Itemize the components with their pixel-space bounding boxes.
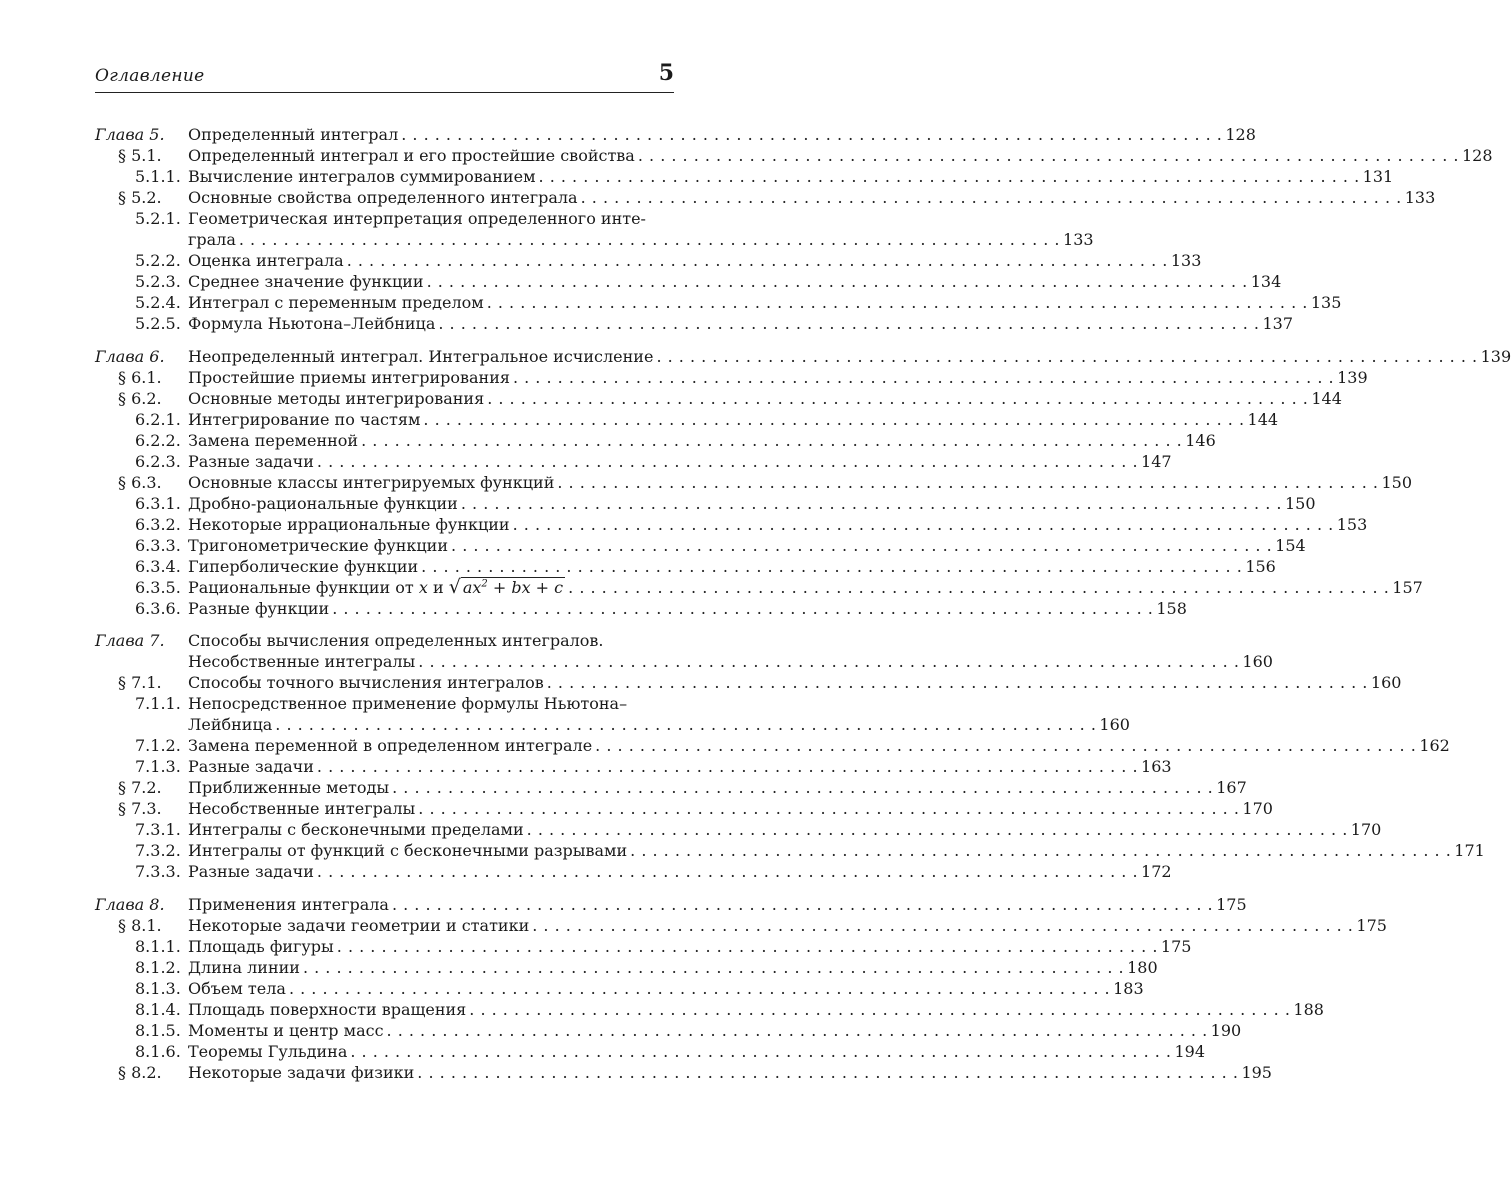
toc-entry-page: 157: [1392, 577, 1423, 597]
toc-entry-title: Дробно-рациональные функции: [188, 493, 458, 513]
toc-entry-title: Интегрирование по частям: [188, 409, 421, 429]
toc-entry-title: Разные задачи: [188, 451, 314, 471]
dot-leader: [417, 1062, 1238, 1083]
dot-leader: [630, 840, 1451, 861]
toc-entry-number: 5.2.3.: [135, 272, 181, 291]
toc-entry-number: 5.2.1.: [135, 209, 181, 228]
toc-entry[interactable]: [95, 472, 1413, 493]
toc-entry[interactable]: [95, 714, 1130, 735]
toc-entry-page: 172: [1141, 862, 1172, 881]
toc-entry-title: Способы вычисления определенных интегралов.: [188, 631, 604, 650]
toc-entry-title: Теоремы Гульдина: [188, 1041, 348, 1061]
toc-entry-page: 133: [1404, 188, 1436, 207]
toc-entry-title: Неопределенный интеграл. Интегральное исчисление: [188, 346, 654, 366]
toc-entry-title: Основные свойства определенного интеграла: [188, 188, 578, 207]
table-of-contents: [95, 124, 1511, 1094]
dot-leader: [347, 250, 1168, 271]
toc-entry[interactable]: [95, 451, 1172, 472]
dot-leader: [581, 187, 1402, 208]
toc-entry[interactable]: [95, 798, 1273, 819]
toc-entry-title: Оценка интеграла: [188, 251, 344, 270]
toc-chapter-block: [95, 894, 1387, 1083]
toc-entry-number: 7.1.3.: [135, 757, 181, 776]
toc-entry[interactable]: [95, 313, 1294, 334]
toc-entry[interactable]: [95, 651, 1273, 672]
toc-entry-number: 8.1.2.: [135, 957, 181, 977]
toc-entry-page: 153: [1336, 514, 1368, 534]
toc-entry-page: 170: [1350, 820, 1382, 839]
toc-entry-page: 188: [1293, 999, 1324, 1019]
toc-entry[interactable]: [95, 271, 1282, 292]
dot-leader: [317, 756, 1138, 777]
toc-entry[interactable]: [95, 388, 1342, 409]
toc-entry[interactable]: [95, 493, 1316, 514]
toc-entry-title: Интегралы от функций с бесконечными разрывами: [188, 841, 628, 860]
toc-entry-title: Непосредственное применение формулы Ньютона–: [188, 694, 628, 713]
toc-entry-number: 8.1.1.: [135, 936, 181, 956]
dot-leader: [401, 124, 1222, 145]
toc-entry[interactable]: [95, 187, 1436, 208]
toc-entry-title: Простейшие приемы интегрирования: [188, 367, 510, 387]
toc-entry-title: Замена переменной в определенном интеграле: [188, 736, 593, 755]
running-title: Оглавление: [95, 66, 205, 86]
dot-leader: [418, 651, 1239, 672]
toc-entry-page: 194: [1174, 1041, 1206, 1061]
toc-entry-page: 134: [1250, 272, 1282, 291]
toc-entry-page: 144: [1311, 388, 1342, 408]
toc-entry-number: 7.3.1.: [135, 820, 181, 839]
toc-entry-title: Интегралы с бесконечными пределами: [188, 820, 524, 839]
sqrt-icon: √: [448, 575, 461, 598]
toc-entry-number: § 7.3.: [118, 799, 162, 818]
dot-leader: [387, 1020, 1208, 1041]
toc-chapter-block: [95, 630, 1485, 882]
page-header: [95, 58, 674, 93]
dot-leader: [418, 798, 1239, 819]
toc-entry[interactable]: [95, 514, 1368, 535]
dot-leader: [656, 346, 1477, 367]
toc-entry[interactable]: [95, 693, 674, 714]
dot-leader: [289, 978, 1110, 999]
toc-entry-page: 131: [1362, 167, 1394, 186]
toc-entry-page: 163: [1141, 757, 1172, 776]
math-variable: x: [418, 577, 428, 597]
dot-leader: [423, 409, 1244, 430]
toc-entry-number: 6.3.6.: [135, 598, 181, 618]
toc-entry-number: 7.1.2.: [135, 736, 181, 755]
toc-entry[interactable]: [95, 957, 1158, 978]
toc-entry-page: 175: [1356, 915, 1387, 935]
dot-leader: [539, 166, 1360, 187]
toc-entry-title: Разные задачи: [188, 862, 314, 881]
toc-entry-page: 162: [1419, 736, 1450, 755]
toc-entry-title: Вычисление интегралов суммированием: [188, 167, 536, 186]
toc-entry-page: 160: [1370, 673, 1402, 692]
toc-entry-page: 170: [1242, 799, 1273, 818]
toc-entry-number: 6.3.4.: [135, 556, 181, 576]
toc-entry-number: Глава 6.: [95, 346, 165, 366]
toc-entry-page: 150: [1284, 493, 1316, 513]
toc-entry-number: 6.3.2.: [135, 514, 181, 534]
toc-entry[interactable]: [95, 598, 1187, 619]
toc-entry[interactable]: [95, 367, 1368, 388]
toc-entry-title: Основные классы интегрируемых функций: [188, 472, 555, 492]
toc-entry[interactable]: [95, 250, 1202, 271]
toc-entry-title: Несобственные интегралы: [188, 652, 416, 671]
dot-leader: [337, 936, 1158, 957]
toc-entry[interactable]: [95, 819, 1382, 840]
toc-entry-page: 144: [1247, 409, 1279, 429]
toc-entry-page: 160: [1242, 652, 1273, 671]
toc-entry-title: Применения интеграла: [188, 894, 389, 914]
toc-entry-page: 139: [1337, 367, 1368, 387]
toc-entry[interactable]: [95, 145, 1493, 166]
toc-entry-number: § 8.1.: [118, 915, 162, 935]
toc-entry[interactable]: [95, 346, 1511, 367]
dot-leader: [239, 229, 1060, 250]
toc-entry-number: § 8.2.: [118, 1062, 162, 1082]
toc-entry-number: 5.2.5.: [135, 314, 181, 333]
dot-leader: [317, 451, 1138, 472]
toc-entry[interactable]: [95, 208, 674, 229]
dot-leader: [421, 556, 1242, 577]
toc-entry[interactable]: [95, 861, 1172, 882]
toc-entry-page: 158: [1156, 598, 1187, 618]
toc-entry-number: § 6.2.: [118, 388, 162, 408]
page-number: 5: [658, 60, 674, 86]
toc-entry-title: Площадь фигуры: [188, 936, 334, 956]
toc-entry-title: Длина линии: [188, 957, 300, 977]
dot-leader: [547, 672, 1368, 693]
dot-leader: [487, 388, 1308, 409]
toc-entry[interactable]: [95, 1020, 1242, 1041]
toc-entry[interactable]: [95, 894, 1247, 915]
toc-entry-title: Площадь поверхности вращения: [188, 999, 467, 1019]
toc-entry-number: 6.2.2.: [135, 430, 181, 450]
dot-leader: [332, 598, 1153, 619]
toc-entry[interactable]: [95, 840, 1485, 861]
toc-chapter-block: [95, 124, 1493, 334]
dot-leader: [451, 535, 1272, 556]
toc-entry-number: 6.2.3.: [135, 451, 181, 471]
toc-entry-page: 150: [1381, 472, 1413, 492]
toc-entry-page: 146: [1185, 430, 1216, 450]
toc-entry-number: § 6.3.: [118, 472, 162, 492]
dot-leader: [527, 819, 1348, 840]
toc-entry[interactable]: [95, 1041, 1206, 1062]
toc-entry-title: Некоторые задачи геометрии и статики: [188, 915, 530, 935]
toc-entry-number: 6.3.5.: [135, 577, 181, 597]
toc-entry[interactable]: [95, 999, 1324, 1020]
toc-entry-number: § 5.2.: [118, 188, 162, 207]
dot-leader: [469, 999, 1290, 1020]
toc-entry-title: Разные функции: [188, 598, 330, 618]
toc-entry-page: 175: [1160, 936, 1192, 956]
dot-leader: [513, 514, 1334, 535]
dot-leader: [303, 957, 1124, 978]
dot-leader: [361, 430, 1182, 451]
dot-leader: [532, 915, 1353, 936]
toc-entry-number: 8.1.4.: [135, 999, 181, 1019]
toc-entry-page: 137: [1262, 314, 1294, 333]
toc-entry[interactable]: [95, 936, 1192, 957]
sqrt-expression: √ $ax^2$ + bx + c: [448, 575, 564, 598]
toc-entry-page: 156: [1245, 556, 1276, 576]
toc-entry-title: Определенный интеграл: [188, 125, 399, 144]
toc-entry[interactable]: [95, 915, 1387, 936]
toc-entry-page: 167: [1216, 778, 1247, 797]
toc-entry-page: 175: [1216, 894, 1247, 914]
toc-entry[interactable]: [95, 672, 1402, 693]
toc-entry-title: Несобственные интегралы: [188, 799, 416, 818]
toc-entry-title: Приближенные методы: [188, 778, 390, 797]
dot-leader: [557, 472, 1378, 493]
toc-entry[interactable]: [95, 124, 1256, 145]
toc-entry-page: 154: [1275, 535, 1306, 555]
toc-entry-number: Глава 8.: [95, 894, 165, 914]
toc-entry-page: 183: [1113, 978, 1144, 998]
toc-entry-title: Основные методы интегрирования: [188, 388, 485, 408]
toc-entry[interactable]: [95, 430, 1216, 451]
toc-entry-title: Разные задачи: [188, 757, 314, 776]
toc-entry[interactable]: [95, 575, 1423, 598]
toc-entry-number: 6.3.1.: [135, 493, 181, 513]
toc-entry-title: Рациональные функции от x и √ $ax^2$ + bx + c: [188, 575, 564, 598]
toc-entry-title: Объем тела: [188, 978, 286, 998]
toc-entry[interactable]: [95, 229, 1094, 250]
toc-entry-page: 128: [1461, 146, 1493, 165]
toc-entry-number: 5.2.2.: [135, 251, 181, 270]
toc-entry-title: Определенный интеграл и его простейшие свойства: [188, 146, 635, 165]
toc-entry-number: 7.3.3.: [135, 862, 181, 881]
toc-entry[interactable]: [95, 556, 1276, 577]
toc-entry[interactable]: [95, 1062, 1272, 1083]
toc-entry-title: грала: [188, 230, 236, 249]
dot-leader: [568, 577, 1389, 598]
toc-entry-number: 8.1.3.: [135, 978, 181, 998]
toc-entry[interactable]: [95, 166, 1394, 187]
toc-entry-page: 128: [1225, 125, 1256, 144]
toc-entry-page: 195: [1241, 1062, 1272, 1082]
dot-leader: [438, 313, 1259, 334]
toc-entry-number: Глава 7.: [95, 631, 165, 650]
toc-entry[interactable]: [95, 630, 674, 651]
dot-leader: [487, 292, 1308, 313]
toc-entry-number: 5.1.1.: [135, 167, 181, 186]
dot-leader: [317, 861, 1138, 882]
toc-entry-page: 171: [1454, 841, 1485, 860]
toc-entry-title: Лейбница: [188, 715, 273, 734]
dot-leader: [392, 777, 1213, 798]
toc-entry-number: 7.3.2.: [135, 841, 181, 860]
dot-leader: [392, 894, 1213, 915]
toc-entry[interactable]: [95, 292, 1342, 313]
toc-entry-page: 190: [1210, 1020, 1242, 1040]
dot-leader: [350, 1041, 1171, 1062]
toc-entry-number: 8.1.5.: [135, 1020, 181, 1040]
dot-leader: [513, 367, 1334, 388]
toc-entry-title: Некоторые задачи физики: [188, 1062, 415, 1082]
dot-leader: [595, 735, 1416, 756]
toc-entry[interactable]: [95, 756, 1172, 777]
toc-entry-number: § 7.1.: [118, 673, 162, 692]
toc-entry-number: 8.1.6.: [135, 1041, 181, 1061]
dot-leader: [275, 714, 1096, 735]
toc-entry-title: Геометрическая интерпретация определенного инте-: [188, 209, 646, 228]
toc-entry-title: Интеграл с переменным пределом: [188, 293, 484, 312]
toc-entry-title: Формула Ньютона–Лейбница: [188, 314, 436, 333]
toc-entry-number: 7.1.1.: [135, 694, 181, 713]
toc-entry-title: Гиперболические функции: [188, 556, 419, 576]
toc-entry-title: Тригонометрические функции: [188, 535, 449, 555]
toc-chapter-block: [95, 346, 1511, 619]
toc-entry-page: 139: [1480, 346, 1511, 366]
toc-entry-number: § 5.1.: [118, 146, 162, 165]
toc-entry-number: § 6.1.: [118, 367, 162, 387]
toc-entry-title: Некоторые иррациональные функции: [188, 514, 510, 534]
dot-leader: [638, 145, 1459, 166]
toc-entry-title: Моменты и центр масс: [188, 1020, 384, 1040]
toc-entry-number: § 7.2.: [118, 778, 162, 797]
toc-entry-page: 180: [1127, 957, 1158, 977]
toc-entry-number: 5.2.4.: [135, 293, 181, 312]
toc-entry-page: 135: [1310, 293, 1342, 312]
dot-leader: [461, 493, 1282, 514]
toc-entry[interactable]: [95, 535, 1306, 556]
toc-entry-number: 6.2.1.: [135, 409, 181, 429]
toc-entry-page: 160: [1099, 715, 1130, 734]
toc-entry-page: 133: [1170, 251, 1202, 270]
toc-entry[interactable]: [95, 777, 1247, 798]
toc-entry[interactable]: [95, 735, 1450, 756]
dot-leader: [427, 271, 1248, 292]
toc-entry-title: Среднее значение функции: [188, 272, 424, 291]
toc-entry[interactable]: [95, 978, 1144, 999]
toc-entry-title: Замена переменной: [188, 430, 359, 450]
toc-entry-page: 147: [1141, 451, 1172, 471]
toc-entry[interactable]: [95, 409, 1279, 430]
toc-entry-number: Глава 5.: [95, 125, 165, 144]
toc-entry-title: Способы точного вычисления интегралов: [188, 673, 544, 692]
toc-entry-page: 133: [1063, 230, 1094, 249]
toc-entry-number: 6.3.3.: [135, 535, 181, 555]
